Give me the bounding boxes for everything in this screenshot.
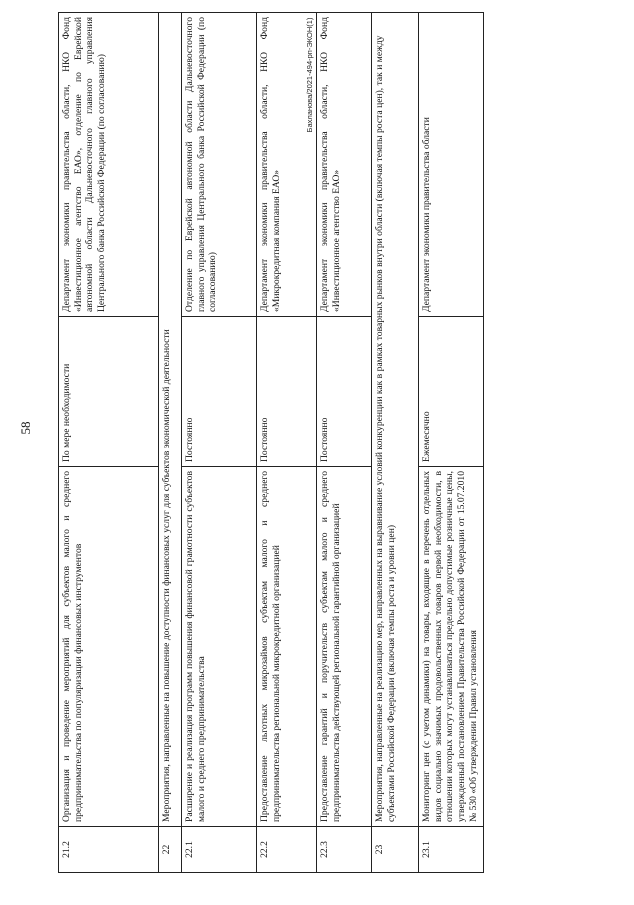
row-number: 22.3: [317, 827, 372, 873]
table-row: [257, 13, 317, 873]
table-row: [182, 13, 257, 873]
responsible-text: Департамент экономики правительства области, НКО Фонд «Инвестиционное агентство ЕАО», отделение по Еврейской автономной области Дальневосточного главного управления Центрального банка Российской Федерации (по согласованию): [59, 13, 159, 317]
period-text: Постоянно: [182, 317, 257, 467]
section-row: [159, 13, 182, 873]
responsible-text: Департамент экономики правительства области: [419, 13, 484, 317]
measure-text: Организация и проведение мероприятий для субъектов малого и среднего предпринимательства по популяризации финансовых инструментов: [59, 467, 159, 827]
row-number: 23.1: [419, 827, 484, 873]
table-row: [59, 13, 159, 873]
section-title: Мероприятия, направленные на повышение доступности финансовых услуг для субъектов экономической деятельности: [159, 13, 182, 827]
responsible-text: Департамент экономики правительства области, НКО Фонд «Инвестиционное агентство ЕАО»: [317, 13, 372, 317]
row-number: 22: [159, 827, 182, 873]
measure-text: Предоставление гарантий и поручительств субъектам малого и среднего предпринимательства действующей региональной гарантийной организацией: [317, 467, 372, 827]
page-number: 58: [18, 421, 33, 435]
table-row: [317, 13, 372, 873]
plan-table-container: [58, 13, 479, 873]
section-row: [372, 13, 419, 873]
measure-text: Предоставление льготных микрозаймов субъектам малого и среднего предпринимательства региональной микрокредитной организацией: [257, 467, 317, 827]
plan-table: [58, 12, 484, 873]
row-number: 22.1: [182, 827, 257, 873]
document-stamp: Бахланова/2021-494-рп-ЭКОН(1): [305, 17, 314, 133]
row-number: 21.2: [59, 827, 159, 873]
responsible-text: Департамент экономики правительства области, НКО Фонд «Микрокредитная компания ЕАО»: [257, 13, 317, 317]
period-text: Постоянно: [257, 317, 317, 467]
period-text: Постоянно: [317, 317, 372, 467]
period-text: По мере необходимости: [59, 317, 159, 467]
section-title: Мероприятия, направленные на реализацию мер, направленных на выравнивание условий конкуренции как в рамках товарных рынков внутри области (включая темпы роста цен), так и между субъектами Российской Федерации (включая темпы роста и уровни цен): [372, 13, 419, 827]
row-number: 23: [372, 827, 419, 873]
responsible-text: Отделение по Еврейской автономной области Дальневосточного главного управления Центрального банка Российской Федерации (по согласованию): [182, 13, 257, 317]
table-row: [419, 13, 484, 873]
measure-text: Мониторинг цен (с учетом динамики) на товары, входящие в перечень отдельных видов социально значимых продовольственных товаров первой необходимости, в отношении которых могут устанавливаться предельно допустимые розничные цены, утвержденный постановлением Правительства Российской Федерации от 15.07.2010 № 530 «Об утверждении Правил установления: [419, 467, 484, 827]
row-number: 22.2: [257, 827, 317, 873]
period-text: Ежемесячно: [419, 317, 484, 467]
measure-text: Расширение и реализация программ повышения финансовой грамотности субъектов малого и среднего предпринимательства: [182, 467, 257, 827]
